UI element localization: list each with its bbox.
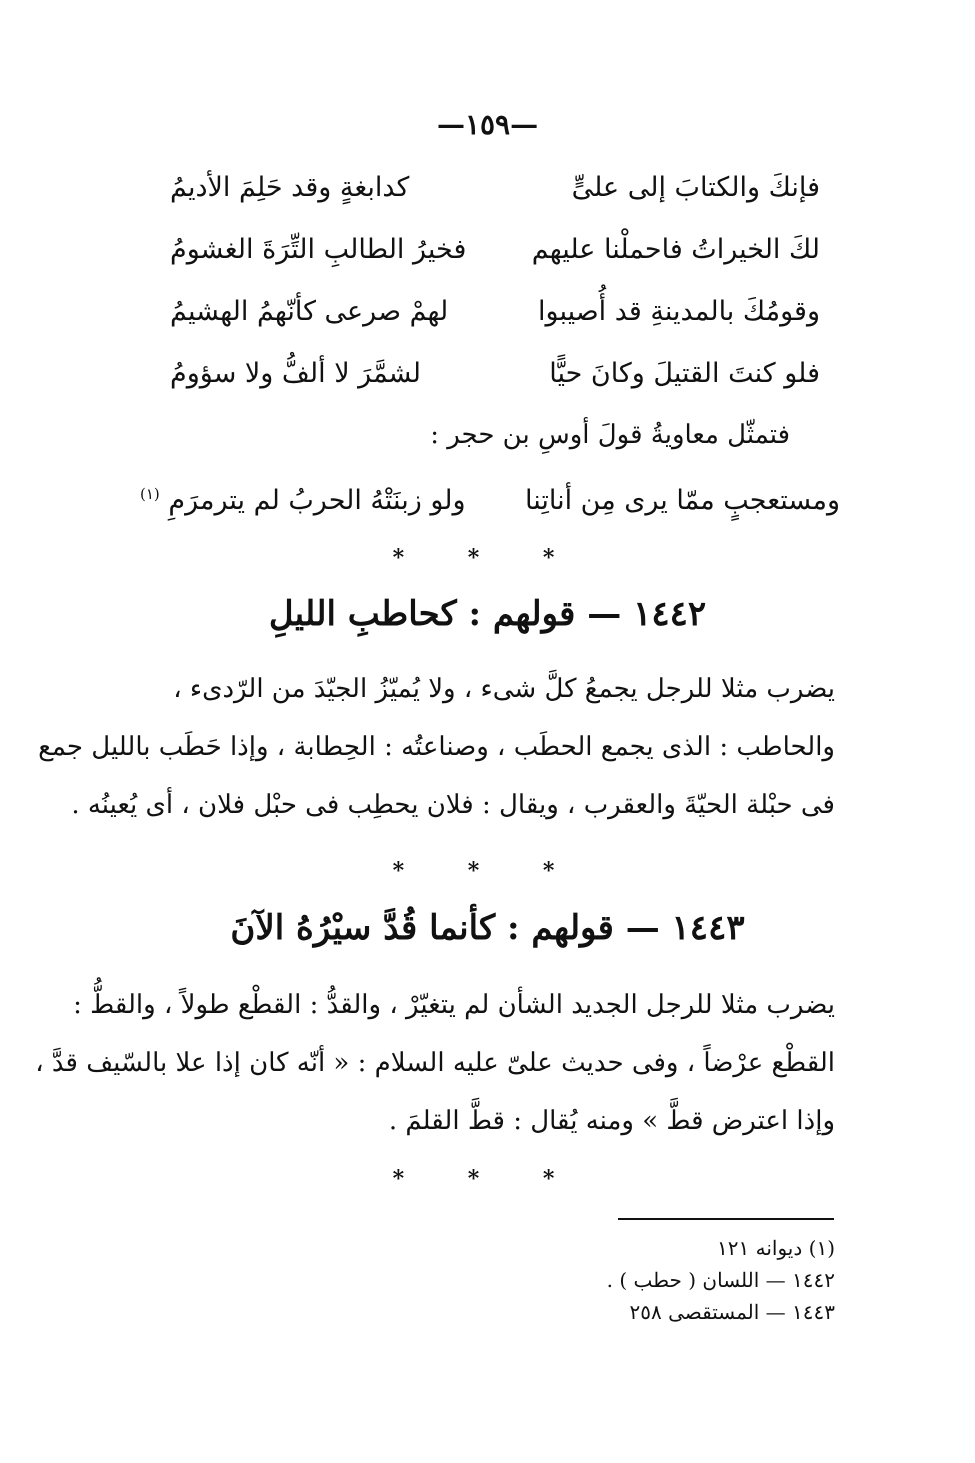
verse-second-hemistich: كدابغةٍ وقد حَلِمَ الأديمُ	[170, 171, 410, 203]
verse-second-hemistich: لشمَّرَ لا ألفُّ ولا سؤومُ	[170, 357, 421, 389]
verse-first-hemistich: لكَ الخيراتُ فاحملْنا عليهم	[531, 233, 820, 265]
footnote-item: ١٤٤٢ — اللسان ( حطب ) .	[606, 1268, 835, 1292]
body-line: القطْع عرْضاً ، وفى حديث علىّ عليه السلام : « أنّه كان إذا علا بالسّيف قدَّ ،	[35, 1048, 835, 1078]
section-separator: * * *	[392, 545, 583, 571]
section-heading: ١٤٤٣ — قولهم : كأنما قُدَّ سيْرُهُ الآنَ	[230, 908, 745, 948]
verse-first-hemistich: فإنكَ والكتابَ إلى علىٍّ	[571, 171, 820, 203]
poem-verse	[170, 162, 820, 212]
section-separator: * * *	[392, 858, 583, 884]
cited-verse	[140, 472, 840, 528]
body-line: والحاطب : الذى يجمع الحطَب ، وصناعتُه : الحِطابة ، وإذا حَطَب بالليل جمع	[38, 732, 835, 762]
body-line: يضرب مثلا للرجل يجمعُ كلَّ شىء ، ولا يُميّزُ الجيّدَ من الرّدىء ،	[173, 674, 835, 704]
verse-second-text: ولو زبنَتْهُ الحربُ لم يترمرَمِ	[168, 484, 466, 516]
intro-line: فتمثّل معاويةُ قولَ أوسِ بن حجر :	[430, 420, 790, 450]
footnote-divider	[618, 1218, 834, 1220]
verse-first-hemistich: ومستعجبٍ ممّا يرى مِن أناتِنا	[524, 484, 840, 516]
body-line: يضرب مثلا للرجل الجديد الشأن لم يتغيّرْ ، والقدُّ : القطْع طولاً ، والقطُّ :	[73, 990, 835, 1020]
footnote-marker: (١)	[140, 484, 160, 503]
verse-first-hemistich: فلو كنتَ القتيلَ وكانَ حيًّا	[549, 357, 820, 389]
section-heading: ١٤٤٢ — قولهم : كحاطبِ الليلِ	[268, 594, 707, 634]
body-line: فى حبْلة الحيّةَ والعقرب ، ويقال : فلان يحطِب فى حبْل فلان ، أى يُعينُه .	[71, 790, 835, 820]
footnote-item: ١٤٤٣ — المستقصى ٢٥٨	[629, 1300, 835, 1324]
footnote-item: (١) ديوانه ١٢١	[717, 1236, 835, 1260]
verse-second-hemistich: لهمْ صرعى كأنّهمُ الهشيمُ	[170, 295, 449, 327]
poem-verse	[170, 348, 820, 398]
verse-second-hemistich: فخيرُ الطالبِ التِّرَةَ الغشومُ	[170, 233, 467, 265]
verse-first-hemistich: وقومُكَ بالمدينةِ قد أُصيبوا	[538, 295, 820, 327]
footnotes	[585, 1232, 835, 1328]
body-line: وإذا اعترض قطَّ » ومنه يُقال : قطَّ القلمَ .	[388, 1106, 835, 1136]
page-number: —١٥٩—	[436, 108, 539, 141]
poem-verse	[170, 224, 820, 274]
section-body	[35, 976, 835, 1150]
section-separator: * * *	[392, 1166, 583, 1192]
poem-verse	[170, 286, 820, 336]
verse-second-hemistich	[140, 485, 485, 516]
section-body	[38, 660, 835, 834]
